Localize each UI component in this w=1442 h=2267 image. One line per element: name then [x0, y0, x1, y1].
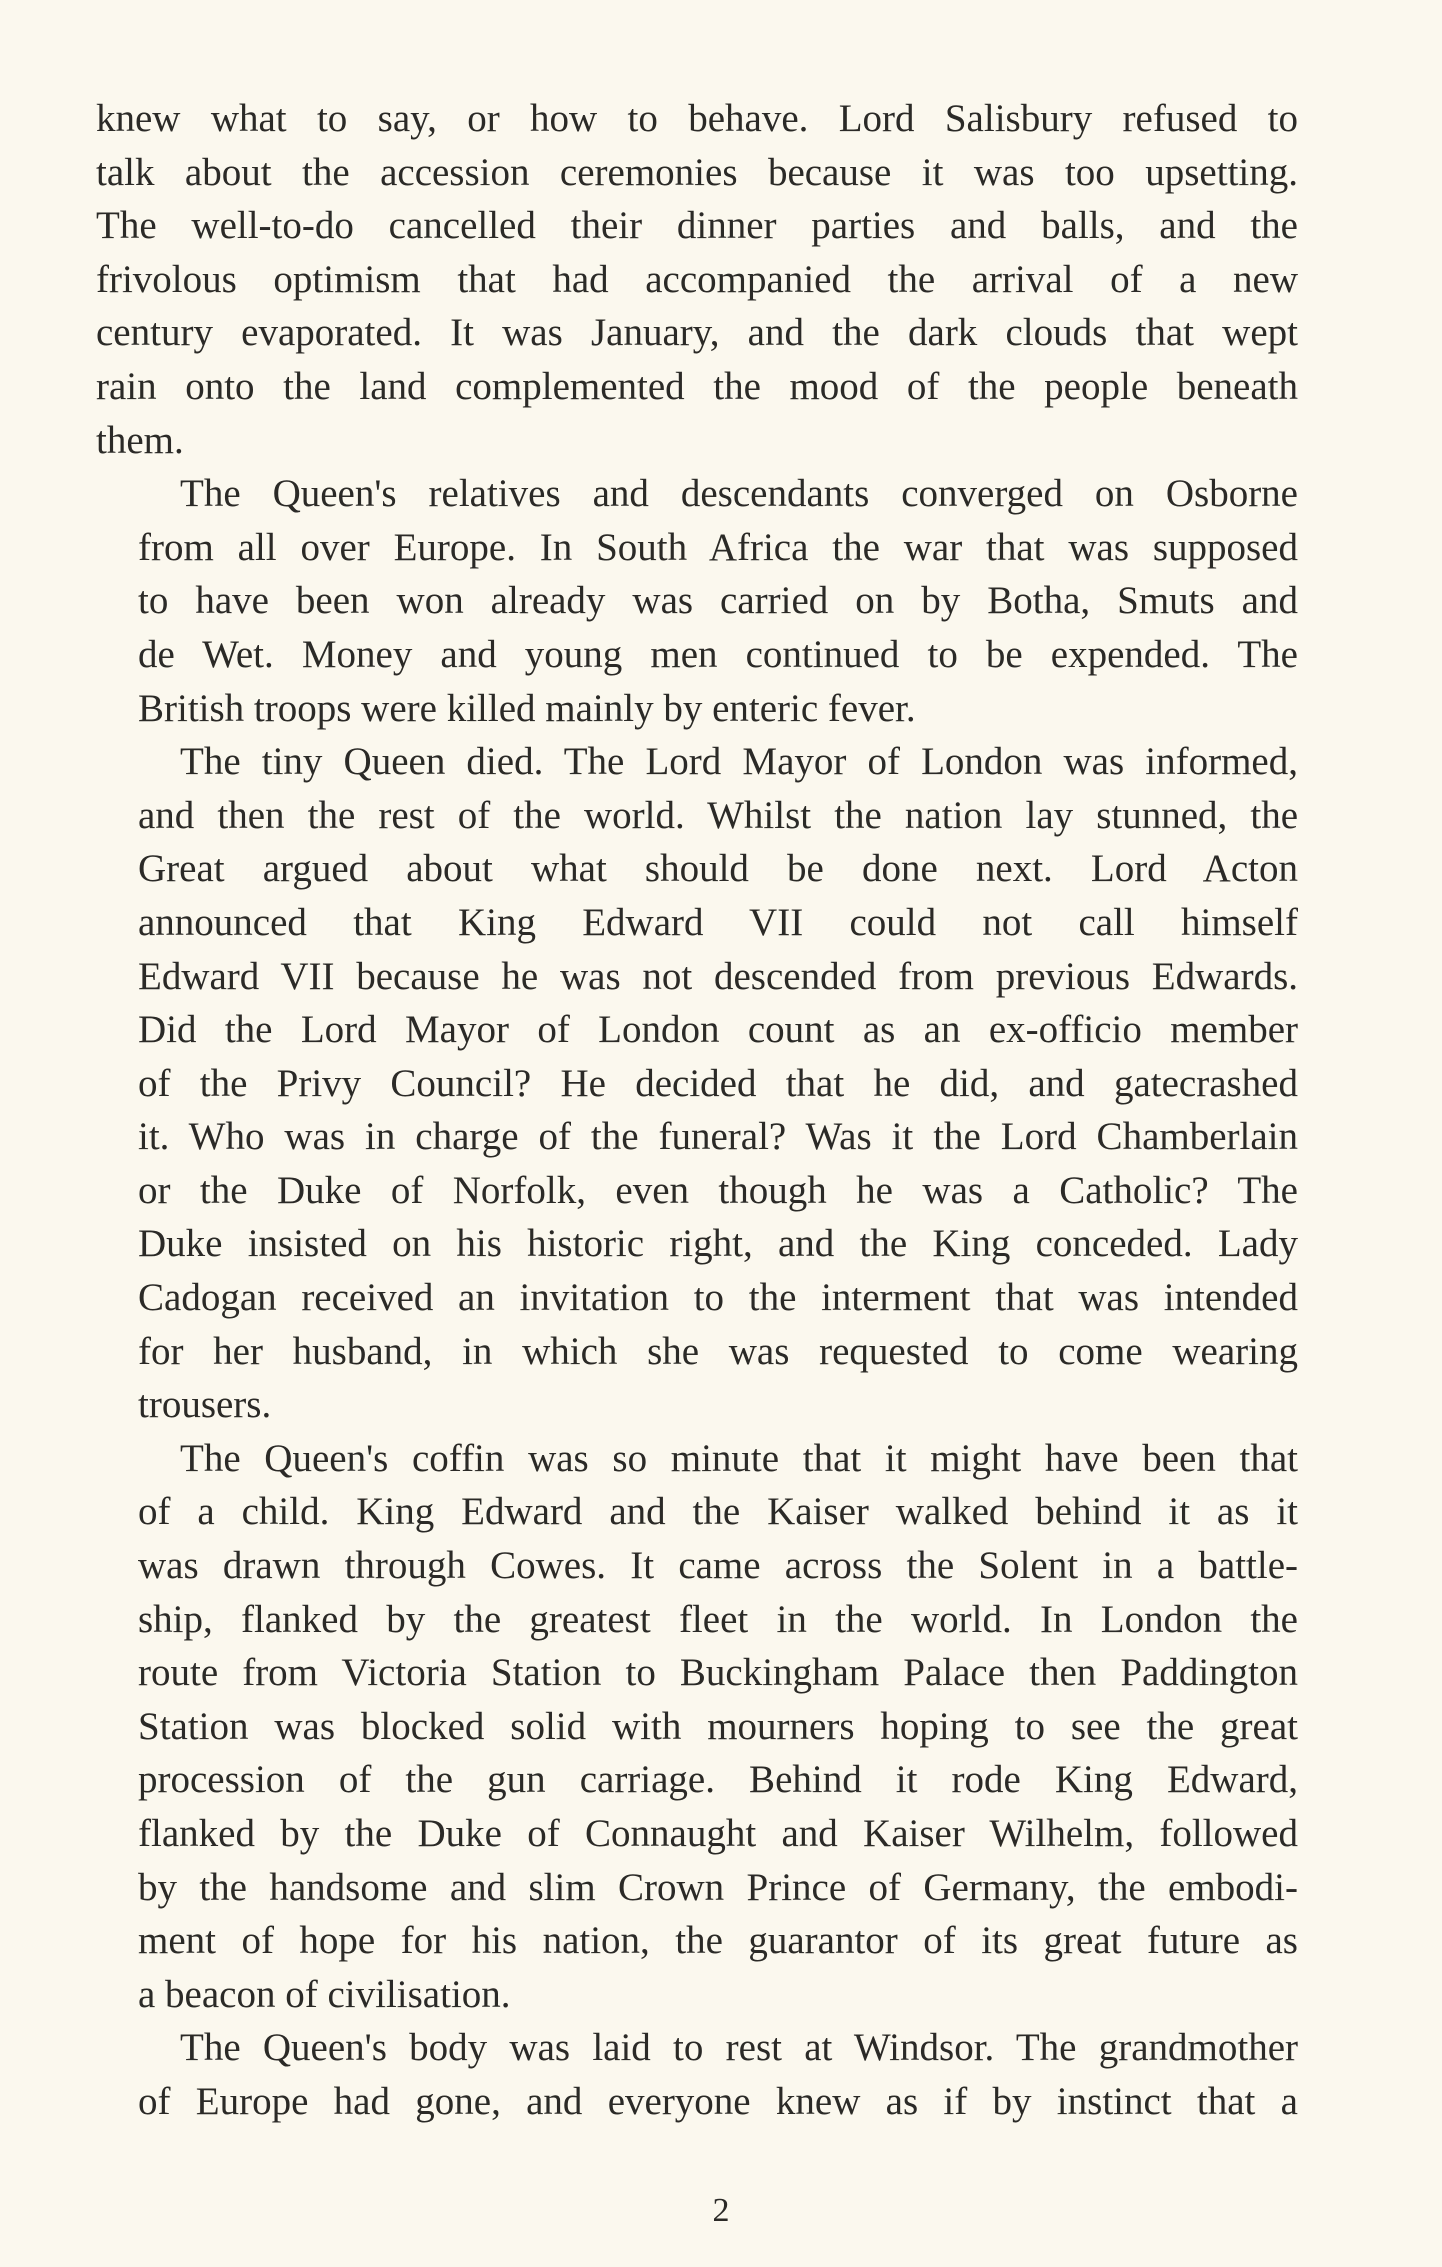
text-line: ment of hope for his nation, the guarantor of its great future as: [138, 1919, 1298, 1963]
body-text: [96, 92, 1298, 2129]
paragraph-4: [96, 1432, 1298, 2022]
paragraph-2: [96, 467, 1298, 735]
text-line: The Queen's relatives and descendants converged on Osborne: [180, 472, 1298, 516]
text-line: British troops were killed mainly by enteric fever.: [138, 686, 916, 730]
paragraph-3: [96, 735, 1298, 1432]
text-line: flanked by the Duke of Connaught and Kaiser Wilhelm, followed: [138, 1812, 1298, 1855]
text-line: talk about the accession ceremonies because it was too upsetting.: [96, 150, 1298, 194]
text-line: The tiny Queen died. The Lord Mayor of London was informed,: [180, 740, 1298, 784]
paragraph-5: [96, 2021, 1298, 2128]
text-line: or the Duke of Norfolk, even though he was a Catholic? The: [138, 1168, 1298, 1212]
text-line: The well-to-do cancelled their dinner parties and balls, and the: [96, 204, 1298, 248]
text-line: for her husband, in which she was requested to come wearing: [138, 1329, 1298, 1373]
paragraph-1: [96, 92, 1298, 467]
text-line: rain onto the land complemented the mood of the people beneath: [96, 364, 1298, 408]
text-line: and then the rest of the world. Whilst the nation lay stunned, the: [138, 793, 1298, 837]
text-line: of a child. King Edward and the Kaiser walked behind it as it: [138, 1490, 1298, 1534]
text-line: from all over Europe. In South Africa the war that was supposed: [138, 525, 1298, 569]
text-line: century evaporated. It was January, and the dark clouds that wept: [96, 311, 1298, 355]
text-line: of Europe had gone, and everyone knew as if by instinct that a: [138, 2079, 1298, 2123]
text-line: trousers.: [138, 1383, 272, 1427]
text-line: de Wet. Money and young men continued to be expended. The: [138, 632, 1298, 676]
text-line: route from Victoria Station to Buckingham Palace then Paddington: [138, 1651, 1298, 1695]
text-line: them.: [96, 418, 184, 462]
text-line: The Queen's coffin was so minute that it might have been that: [180, 1436, 1298, 1480]
text-line: Did the Lord Mayor of London count as an ex-officio member: [138, 1008, 1298, 1052]
text-line: Edward VII because he was not descended from previous Edwards.: [138, 954, 1298, 998]
text-line: Duke insisted on his historic right, and the King conceded. Lady: [138, 1222, 1298, 1266]
text-line: Great argued about what should be done next. Lord Acton: [138, 847, 1298, 891]
text-line: of the Privy Council? He decided that he did, and gatecrashed: [138, 1061, 1298, 1105]
text-line: by the handsome and slim Crown Prince of Germany, the embodi-: [138, 1865, 1298, 1909]
page-number: 2: [712, 2192, 730, 2229]
text-line: frivolous optimism that had accompanied the arrival of a new: [96, 257, 1298, 301]
text-line: procession of the gun carriage. Behind it rode King Edward,: [138, 1758, 1298, 1802]
text-line: ship, flanked by the greatest fleet in the world. In London the: [138, 1597, 1298, 1641]
text-line: to have been won already was carried on by Botha, Smuts and: [138, 579, 1298, 623]
text-line: was drawn through Cowes. It came across the Solent in a battle-: [138, 1544, 1298, 1588]
text-line: The Queen's body was laid to rest at Windsor. The grandmother: [180, 2026, 1298, 2070]
text-line: Cadogan received an invitation to the interment that was intended: [138, 1276, 1298, 1320]
text-line: announced that King Edward VII could not call himself: [138, 900, 1298, 944]
text-line: Station was blocked solid with mourners hoping to see the great: [138, 1704, 1298, 1748]
text-line: a beacon of civilisation.: [138, 1972, 511, 2016]
text-line: it. Who was in charge of the funeral? Was it the Lord Chamberlain: [138, 1115, 1298, 1159]
text-line: knew what to say, or how to behave. Lord Salisbury refused to: [96, 97, 1298, 140]
